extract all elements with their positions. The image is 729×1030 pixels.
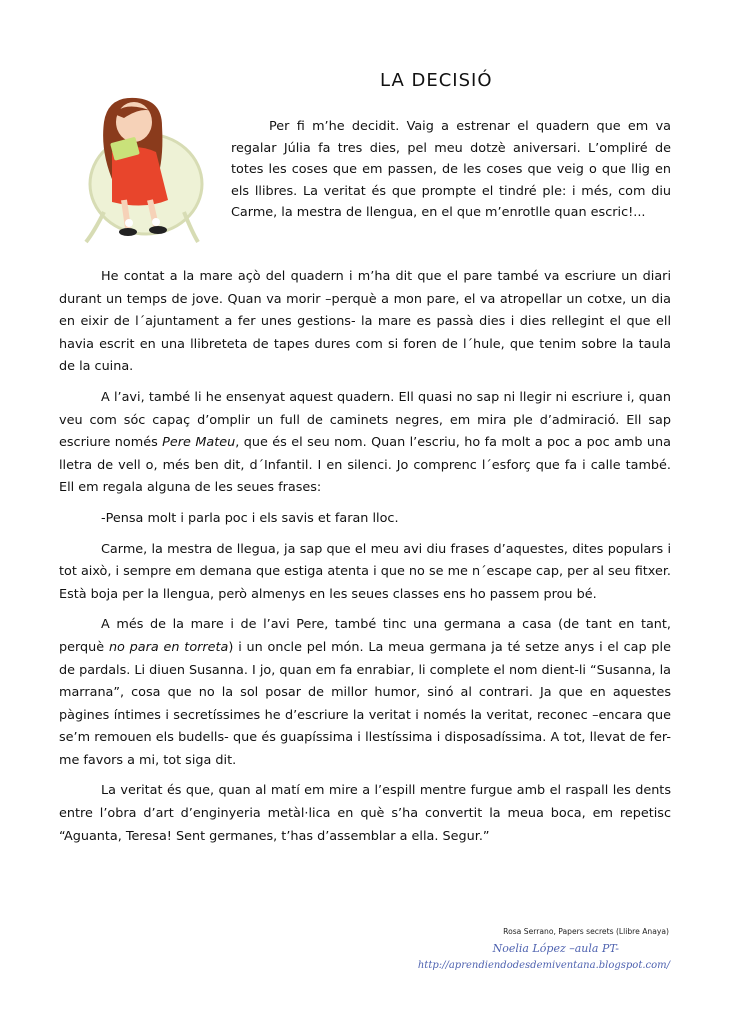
intro-block <box>231 116 671 224</box>
paragraph-germana-text-b: ) i un oncle pel món. La meua germana ja té setze anys i el cap ple de pardals. Li diuen Susanna. I jo, quan em fa enrabiar, li complete el nom dient-li “Susanna, la marrana”, cosa que no la sol posar de millor humor, sinó al contrari. Ja que en aquestes pàgines íntimes i secretíssimes he d’escriure la veritat i només la veritat, reconec –encara que se’m remouen els budells- que és guapíssima i llestíssima i disposadíssima. A tot, llevat de fer-me favors a mi, tot siga dit. <box>59 639 671 768</box>
page-title: LA DECISIÓ <box>380 70 493 91</box>
author-signature: Noelia López –aula PT- <box>492 942 619 955</box>
paragraph-avi-text-a: A l’avi, també li he ensenyat aquest quadern. Ell quasi no sap ni llegir ni escriure i, quan veu com sóc capaç d’omplir un full de caminets negres, em mira ple d’admiració. Ell sap escriure només <box>59 389 671 451</box>
paragraph-avi-text-b: , que és el seu nom. Quan l’escriu, ho fa molt a poc a poc amb una lletra de vell o, més ben dit, d´Infantil. I en silenci. Jo comprenc l´esforç que fa i calle també. Ell em regala alguna de les seues frases: <box>59 435 671 496</box>
paragraph-germana <box>59 614 671 772</box>
paragraph-espill: La veritat és que, quan al matí em mire a l’espill mentre furgue amb el raspall les dents entre l’obra d’art d’enginyeria metàl·lica en què s’ha convertit la meua boca, em repetisc “Aguanta, Teresa! Sent germanes, t’has d’assemblar a ella. Segur.” <box>59 783 671 844</box>
paragraph-germana-text-a: A més de la mare i de l’avi Pere, també tinc una germana a casa (de tant en tant, perquè <box>59 617 671 655</box>
blog-url: http://aprendiendodesdemiventana.blogspot.com/ <box>417 960 670 971</box>
intro-paragraph: Per fi m’he decidit. Vaig a estrenar el quadern que em va regalar Júlia fa tres dies, pel meu dotzè aniversari. L’ompliré de totes les coses que em passen, de les coses que veig o que llig en els llibres. La veritat és que prompte el tindré ple: i més, com diu Carme, la mestra de llengua, en el que m’enrotlle quan escric!... <box>231 119 671 221</box>
avi-name: Pere Mateu <box>162 435 236 451</box>
body-text <box>59 266 671 856</box>
girl-reading-illustration <box>64 92 214 247</box>
paragraph-avi <box>59 387 671 500</box>
paragraph-mare: He contat a la mare açò del quadern i m’ha dit que el pare també va escriure un diari durant un temps de jove. Quan va morir –perquè a mon pare, el va atropellar un cotxe, un dia en eixir de l´ajuntament a fer unes gestions- la mare es passà dies i dies rellegint el que ell havia escrit en una llibreteta de tapes dures com si foren de l´hule, que tenim sobre la taula de la cuina. <box>59 269 671 375</box>
paragraph-carme: Carme, la mestra de llegua, ja sap que el meu avi diu frases d’aquestes, dites populars i tot això, i sempre em demana que estiga atenta i que no se me n´escape cap, per al seu fitxer. Està boja per la llengua, però almenys en les seues classes ens ho passem prou bé. <box>59 541 671 602</box>
quote: -Pensa molt i parla poc i els savis et faran lloc. <box>101 510 399 526</box>
source-credit: Rosa Serrano, Papers secrets (Llibre Anaya) <box>503 927 669 936</box>
italic-expression: no para en torreta <box>108 639 229 655</box>
